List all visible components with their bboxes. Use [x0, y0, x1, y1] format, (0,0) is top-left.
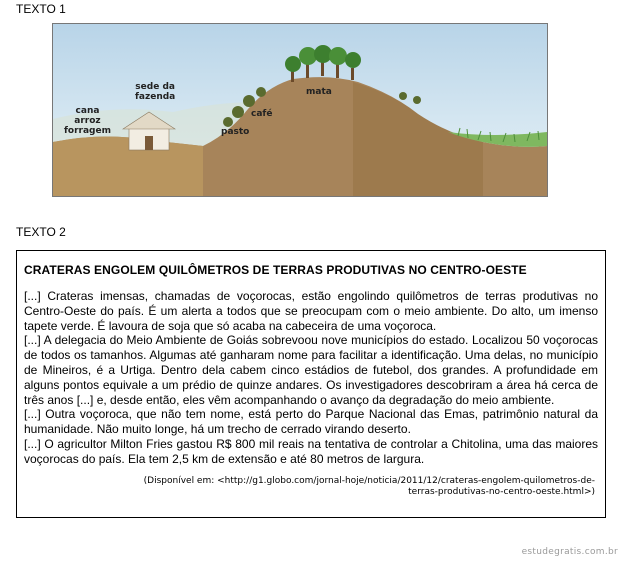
article-paragraph-2: [...] A delegacia do Meio Ambiente de Goiás sobrevoou nove municípios do estado. Localizou 50 voçorocas de todos os tamanhos. Algumas até ganharam nome para facilitar a identificação. Uma delas, no município de Mineiros, é a Urtiga. Dentro dela cabem cinco estádios de futebol, dos grandes. A profundidade em alguns pontos equivale a um prédio de quinze andares. Os investigadores descobriram a área há cerca de três anos [...] e, desde então, eles vêm acompanhando o avanço da degradação do meio ambiente. — [24, 333, 598, 407]
source-citation: (Disponível em: <http://g1.globo.com/jornal-hoje/noticia/2011/12/crateras-engolem-quilometros-de- terras-produtivas-no-centro-oeste.html>) — [143, 475, 595, 497]
article-paragraph-1: [...] Crateras imensas, chamadas de voçorocas, estão engolindo quilômetros de terras produtivas no Centro-Oeste do país. É um alerta a todos que se preocupam com o meio ambiente. Do alto, um imenso tapete verde. É lavoura de soja que só acaba na cabeceira de uma voçoroca. — [24, 289, 598, 333]
label-coffee: café — [251, 109, 273, 119]
hill-illustration — [52, 23, 548, 197]
forest-trees — [285, 45, 361, 82]
label-pasture: pasto — [221, 127, 250, 137]
article-paragraph-4: [...] O agricultor Milton Fries gastou R$ 800 mil reais na tentativa de controlar a Chitolina, uma das maiores voçorocas do país. Ela tem 2,5 km de extensão e até 80 metros de largura. — [24, 436, 598, 466]
crop-field — [53, 136, 203, 196]
label-farm-seat: sede da fazenda — [135, 82, 176, 102]
article-title: CRATERAS ENGOLEM QUILÔMETROS DE TERRAS PRODUTIVAS NO CENTRO-OESTE — [24, 263, 527, 277]
label-forest: mata — [306, 87, 332, 97]
article-paragraph-3: [...] Outra voçoroca, que não tem nome, está perto do Parque Nacional das Emas, patrimônio natural da humanidade. Não muito longe, há um trecho de cerrado virando deserto. — [24, 407, 598, 437]
label-crops: cana arroz forragem — [64, 106, 111, 136]
landscape-drawing — [53, 24, 547, 196]
texto2-label: TEXTO 2 — [16, 225, 66, 239]
watermark: estudegratis.com.br — [521, 547, 618, 557]
texto1-label: TEXTO 1 — [16, 2, 66, 16]
article-box — [16, 250, 606, 518]
